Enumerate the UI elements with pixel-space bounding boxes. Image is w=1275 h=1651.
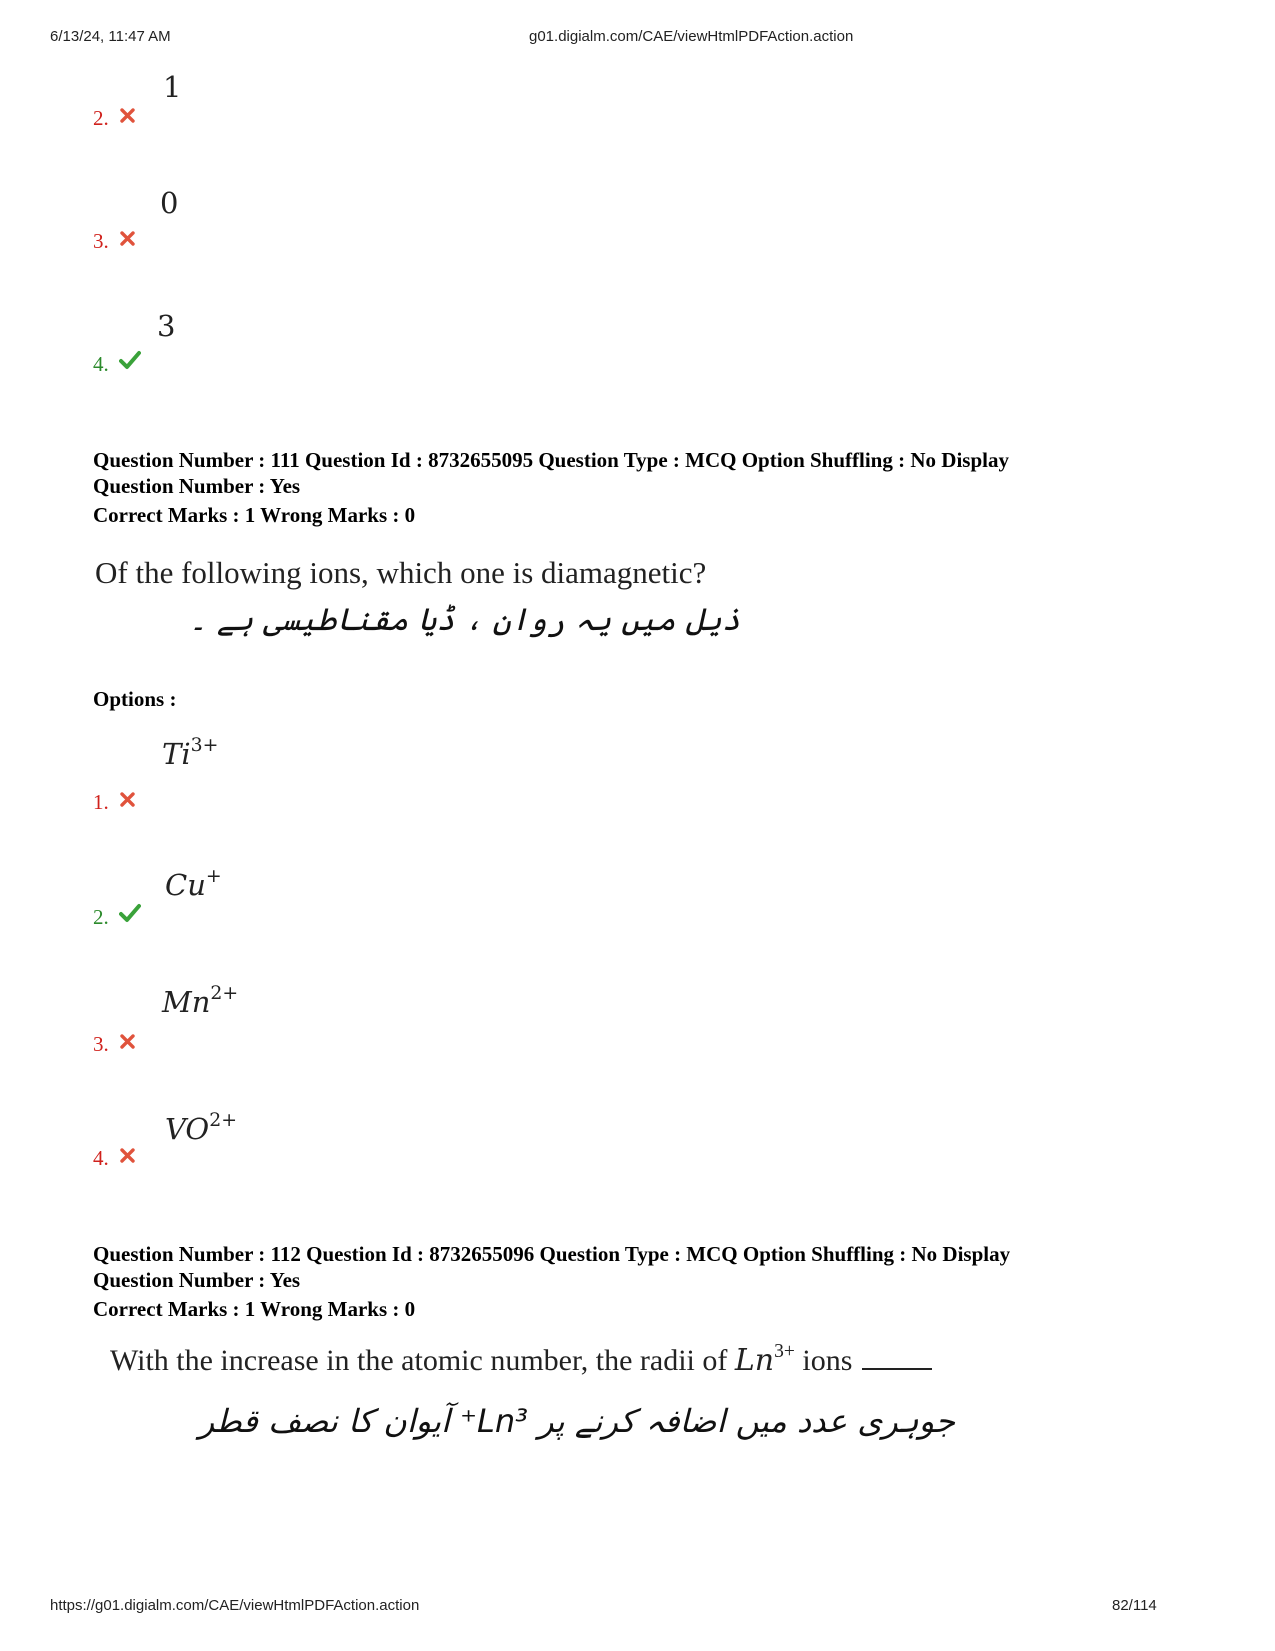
cross-icon <box>119 1032 137 1050</box>
option-value: $VO^{2+}$ <box>165 1110 237 1146</box>
option-number: 3. <box>93 229 109 253</box>
print-page-number: 82/114 <box>1112 1597 1157 1614</box>
question-marks: Correct Marks : 1 Wrong Marks : 0 <box>93 503 416 527</box>
option-number: 1. <box>93 790 109 814</box>
options-label: Options : <box>93 687 177 711</box>
question-marks: Correct Marks : 1 Wrong Marks : 0 <box>93 1297 416 1321</box>
question-meta <box>93 447 1193 499</box>
question-stem-english: With the increase in the atomic number, the radii of $Ln^{3+}$ ions <box>110 1343 932 1378</box>
print-datetime: 6/13/24, 11:47 AM <box>50 28 171 45</box>
print-footer-url: https://g01.digialm.com/CAE/viewHtmlPDFAction.action <box>50 1597 420 1614</box>
question-meta-line: Question Number : Yes <box>93 1268 301 1292</box>
answer-blank <box>862 1368 932 1370</box>
option-value: $Mn^{2+}$ <box>162 983 239 1019</box>
option-number: 2. <box>93 106 109 130</box>
question-stem-urdu: جوہری عدد میں اضافہ کرنے پر Ln³⁺ آیوان کا نصف قطر <box>198 1402 955 1440</box>
cross-icon <box>119 1146 137 1164</box>
question-meta-line: Question Number : Yes <box>93 474 301 498</box>
question-meta <box>93 1241 1193 1293</box>
print-page-title: g01.digialm.com/CAE/viewHtmlPDFAction.action <box>529 28 854 45</box>
question-meta-line: Question Number : 112 Question Id : 8732655096 Question Type : MCQ Option Shuffling : No Display <box>93 1242 1011 1266</box>
option-number: 4. <box>93 352 109 376</box>
check-icon <box>119 350 141 370</box>
option-number: 2. <box>93 905 109 929</box>
check-icon <box>119 903 141 923</box>
question-meta-line: Question Number : 111 Question Id : 8732655095 Question Type : MCQ Option Shuffling : No Display <box>93 448 1009 472</box>
option-number: 4. <box>93 1146 109 1170</box>
cross-icon <box>119 106 137 124</box>
option-value: 0 <box>160 186 179 220</box>
cross-icon <box>119 790 137 808</box>
option-value: 1 <box>163 70 182 104</box>
question-stem-english: Of the following ions, which one is diamagnetic? <box>95 555 707 590</box>
question-stem-urdu: ذیل میں یہ روان ، ڈیا مقناطیسی ہے ۔ <box>188 602 740 638</box>
cross-icon <box>119 229 137 247</box>
option-value: $Ti^{3+}$ <box>162 735 219 771</box>
option-value: 3 <box>157 309 176 343</box>
option-number: 3. <box>93 1032 109 1056</box>
option-value: Cu+ <box>165 866 222 902</box>
